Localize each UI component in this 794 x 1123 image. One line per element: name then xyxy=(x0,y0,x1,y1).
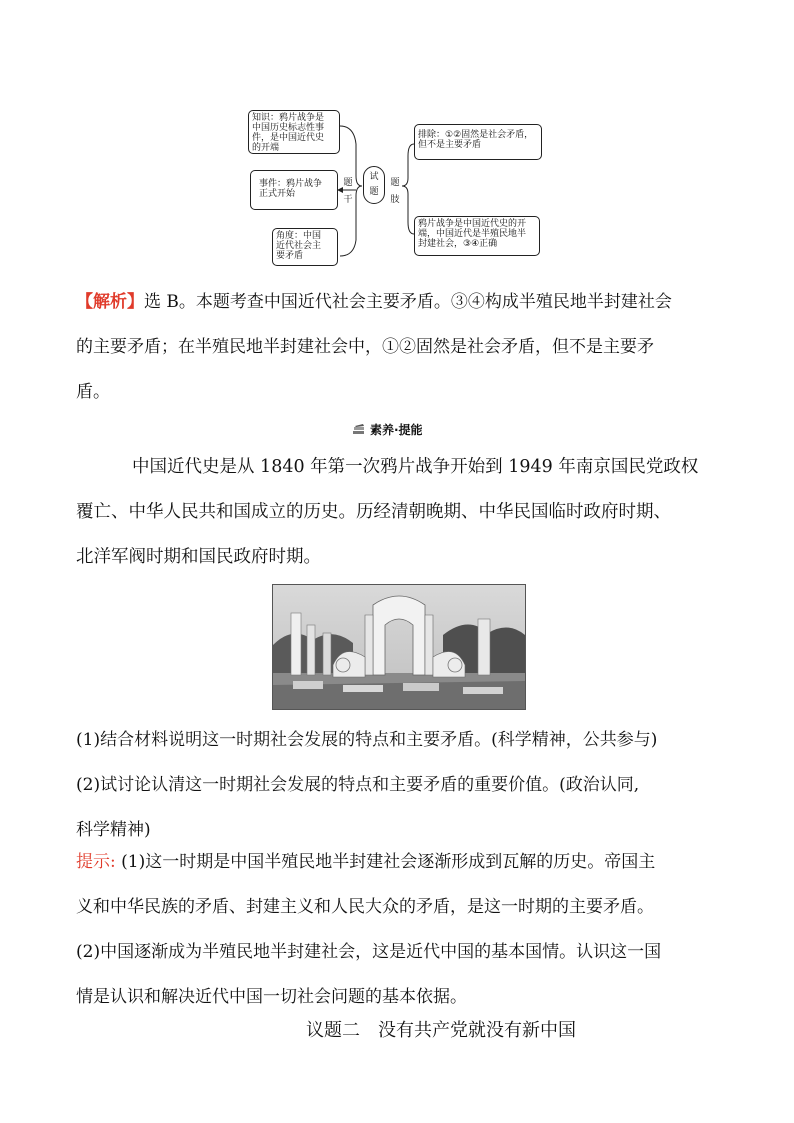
concept-diagram xyxy=(244,104,544,266)
right-box-correct: 鸦片战争是中国近代史的开 端，中国近代是半殖民地半 封建社会，③④正确 xyxy=(414,216,540,256)
center-oval-question: 试 题 xyxy=(363,166,385,204)
book-stack-icon xyxy=(352,424,366,436)
hint-paragraph: 提示: (1)这一时期是中国半殖民地半封建社会逐渐形成到瓦解的历史。帝国主 义和中华民族的矛盾、封建主义和人民大众的矛盾，是这一时期的主要矛盾。 (2)中国逐渐成为半殖民地半封建社会，这是近代中国的基本国情。认识这一国 情是认识和解决近代中国一切社会问题的基本依据。 xyxy=(76,852,662,1007)
topic-two-heading: 议题二 没有共产党就没有新中国 xyxy=(306,1020,576,1041)
ruins-photo xyxy=(272,584,526,710)
section-title: 素养·提能 xyxy=(352,421,423,438)
left-box-knowledge: 知识：鸦片战争是 中国历史标志性事 件，是中国近代史 的开端 xyxy=(248,110,340,154)
hint-tag: 提示: xyxy=(76,852,116,872)
left-box-angle: 角度：中国 近代社会主 要矛盾 xyxy=(272,228,338,266)
material-paragraph: 中国近代史是从 1840 年第一次鸦片战争开始到 1949 年南京国民党政权 覆亡、中华人民共和国成立的历史。历经清朝晚期、中华民国临时政府时期、 北洋军阀时期和国民政府时期。 xyxy=(76,457,699,567)
analysis-paragraph: 【解析】选 B。本题考查中国近代社会主要矛盾。③④构成半殖民地半封建社会 的主要矛盾；在半殖民地半封建社会中，①②固然是社会矛盾，但不是主要矛 盾。 xyxy=(76,292,672,402)
analysis-tag: 【解析】 xyxy=(76,292,144,312)
right-box-exclude: 排除：①②固然是社会矛盾， 但不是主要矛盾 xyxy=(414,124,542,160)
left-box-event: 事件：鸦片战争 正式开始 xyxy=(250,170,338,210)
questions-paragraph: (1)结合材料说明这一时期社会发展的特点和主要矛盾。(科学精神，公共参与) (2)试讨论认清这一时期社会发展的特点和主要矛盾的重要价值。(政治认同, 科学精神) xyxy=(76,730,658,840)
ruins-illustration xyxy=(273,585,525,709)
option-label: 题 肢 xyxy=(390,178,400,205)
stem-label: 题 干 xyxy=(343,178,353,205)
